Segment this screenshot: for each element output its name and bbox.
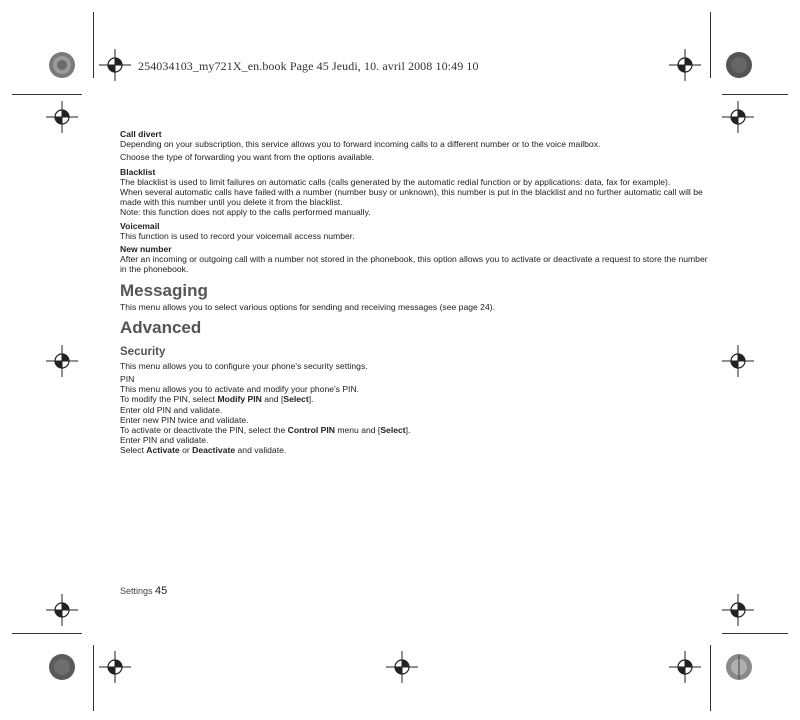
pin-line-4: Enter new PIN twice and validate. <box>120 414 249 425</box>
advanced-heading: Advanced <box>120 317 202 337</box>
registration-mark-top-left <box>99 49 131 81</box>
security-paragraph: This menu allows you to configure your phone's security settings. <box>120 360 368 371</box>
trim-line-lower-right-horizontal <box>722 633 788 634</box>
security-heading: Security <box>120 345 166 358</box>
trim-line-bottom-left-vertical <box>93 645 94 711</box>
messaging-paragraph: This menu allows you to select various options for sending and receiving messages (see page 24). <box>120 301 495 312</box>
messaging-heading: Messaging <box>120 280 208 300</box>
registration-mark-right-upper <box>722 101 754 133</box>
pin-line-3: Enter old PIN and validate. <box>120 404 223 415</box>
page-footer <box>120 585 167 597</box>
trim-line-upper-left-horizontal <box>12 94 82 95</box>
registration-mark-bottom-left <box>99 651 131 683</box>
registration-mark-top-right <box>669 49 701 81</box>
trim-line-lower-left-horizontal <box>12 633 82 634</box>
registration-mark-bottom-right <box>669 651 701 683</box>
deactivate-term: Deactivate <box>192 445 236 456</box>
color-target-bottom-right <box>725 653 753 681</box>
trim-line-top-left-vertical <box>93 12 94 78</box>
registration-mark-right-lower <box>722 594 754 626</box>
color-target-top-left <box>48 51 76 79</box>
color-target-top-right <box>725 51 753 79</box>
voicemail-heading: Voicemail <box>120 220 160 231</box>
pin-line-7: Select Activate or Deactivate and validate. <box>120 445 287 456</box>
pin-line-5: To activate or deactivate the PIN, select the Control PIN menu and [Select]. <box>120 425 411 436</box>
control-pin-term: Control PIN <box>287 425 335 436</box>
trim-line-bottom-right-vertical <box>710 645 711 711</box>
pin-line-6: Enter PIN and validate. <box>120 435 209 446</box>
pin-heading: PIN <box>120 374 135 385</box>
trim-line-upper-right-horizontal <box>722 94 788 95</box>
registration-mark-right-middle <box>722 345 754 377</box>
modify-pin-term: Modify PIN <box>217 394 262 405</box>
color-target-bottom-left <box>48 653 76 681</box>
registration-mark-bottom-center <box>386 651 418 683</box>
pin-line-1: This menu allows you to activate and modify your phone's PIN. <box>120 384 360 395</box>
select-term: Select <box>380 425 406 436</box>
registration-mark-left-upper <box>46 101 78 133</box>
activate-term: Activate <box>146 445 180 456</box>
call-divert-paragraph-1: Depending on your subscription, this service allows you to forward incoming calls to a different number or to the voice mailbox. <box>120 139 601 150</box>
call-divert-paragraph-2: Choose the type of forwarding you want from the options available. <box>120 152 375 163</box>
blacklist-paragraph-1: The blacklist is used to limit failures on automatic calls (calls generated by the automatic redial function or by applications: data, fax for example). <box>120 176 671 187</box>
pin-line-2: To modify the PIN, select Modify PIN and [Select]. <box>120 394 314 405</box>
blacklist-paragraph-2: When several automatic calls have failed with a number (number busy or unknown), this number is put in the blacklist and no further automatic call will be made with this number until you delete it from the blacklist. <box>120 187 703 208</box>
new-number-heading: New number <box>120 244 172 255</box>
voicemail-paragraph: This function is used to record your voicemail access number. <box>120 230 355 241</box>
new-number-paragraph: After an incoming or outgoing call with a number not stored in the phonebook, this option allows you to activate or deactivate a request to store the number in the phonebook. <box>120 254 708 275</box>
select-term: Select <box>283 394 309 405</box>
footer-section-name: Settings <box>120 586 156 596</box>
registration-mark-left-lower <box>46 594 78 626</box>
registration-mark-left-middle <box>46 345 78 377</box>
call-divert-heading: Call divert <box>120 129 162 139</box>
page-content <box>120 129 710 456</box>
blacklist-heading: Blacklist <box>120 166 156 177</box>
page-number: 45 <box>155 585 168 597</box>
print-slug-line: 254034103_my721X_en.book Page 45 Jeudi, 10. avril 2008 10:49 10 <box>138 59 479 73</box>
blacklist-note: Note: this function does not apply to the calls performed manually. <box>120 207 371 218</box>
trim-line-top-right-vertical <box>710 12 711 78</box>
